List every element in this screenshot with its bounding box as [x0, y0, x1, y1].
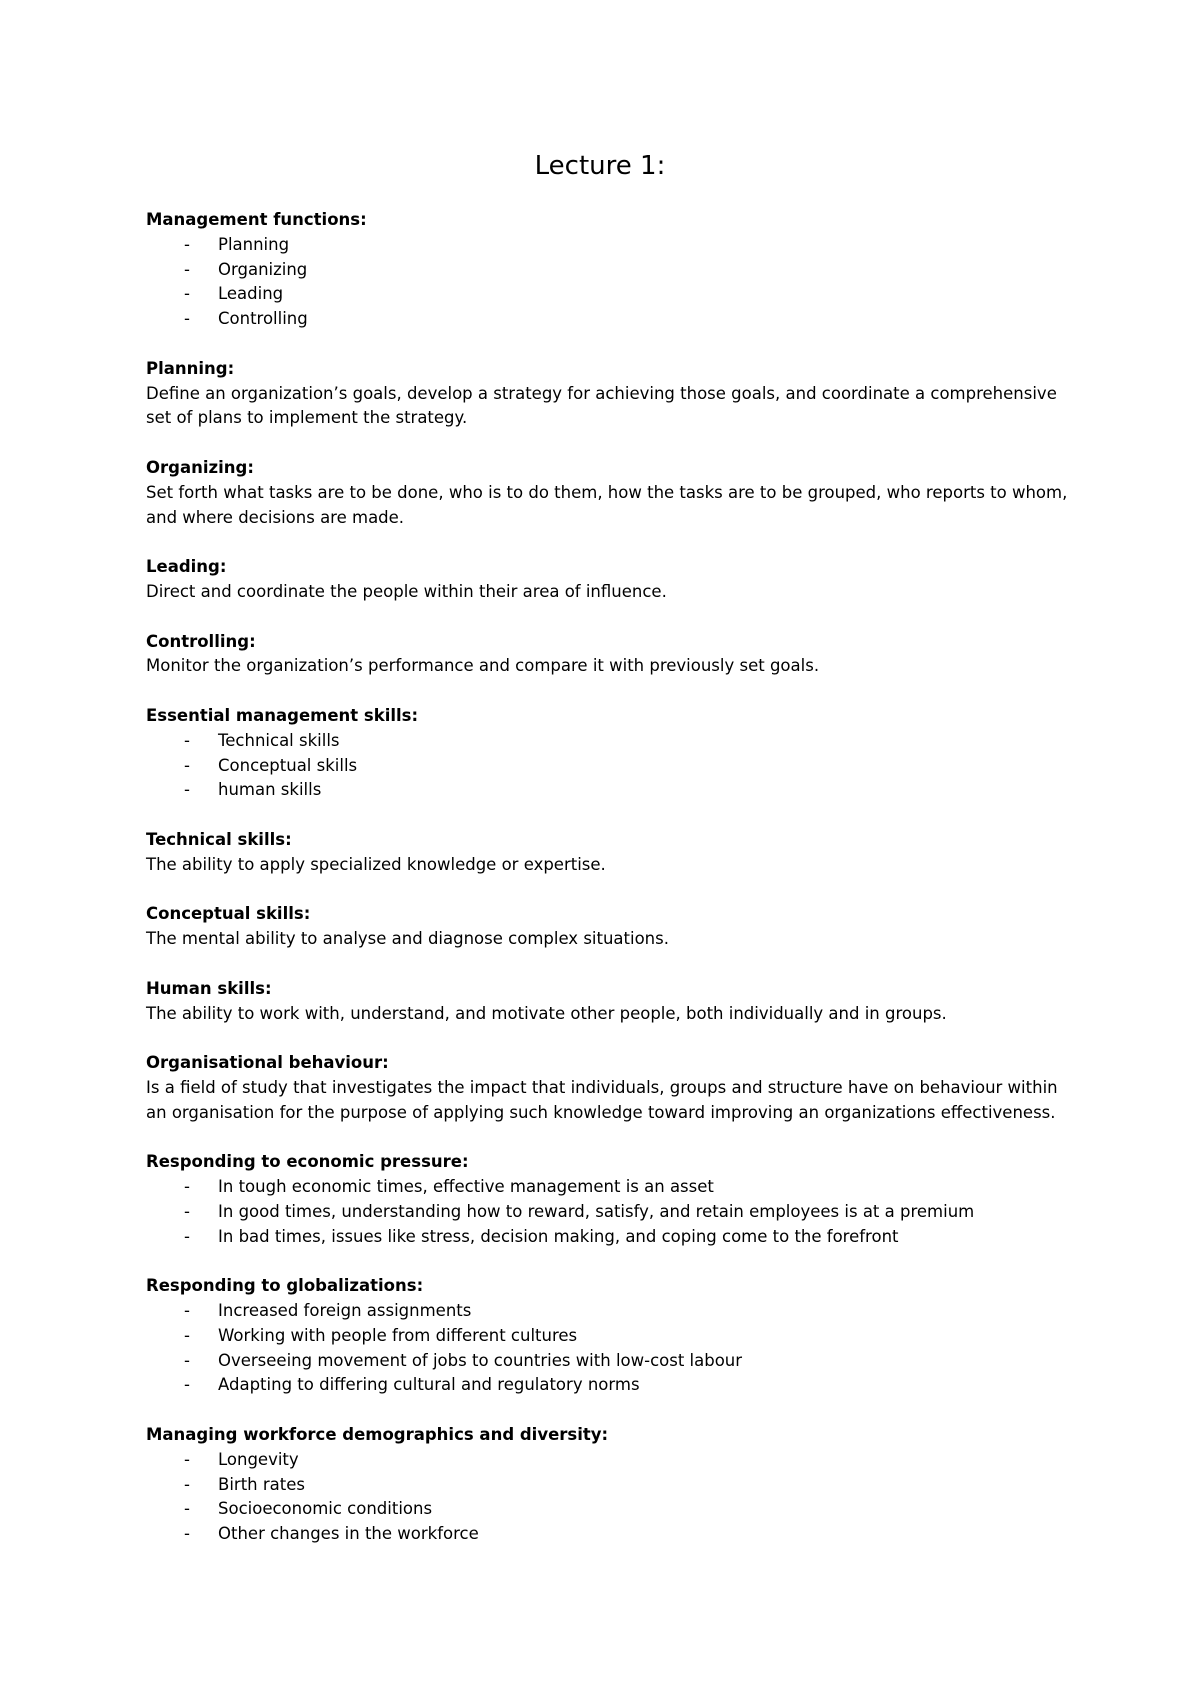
list-item [146, 1225, 1076, 1250]
list-item-text: Other changes in the workforce [218, 1524, 479, 1544]
bullet-list [146, 233, 1076, 332]
section-heading: Responding to globalizations: [146, 1276, 424, 1296]
dash-bullet-icon: - [184, 1226, 190, 1246]
dash-bullet-icon: - [184, 259, 190, 279]
section [146, 1150, 1076, 1249]
list-item [146, 282, 1076, 307]
list-item [146, 1299, 1076, 1324]
list-item-text: In tough economic times, effective management is an asset [218, 1177, 714, 1197]
section-text: Define an organization’s goals, develop a strategy for achieving those goals, and coordinate a comprehensive set of plans to implement the strategy. [146, 383, 1057, 428]
section [146, 208, 1076, 332]
dash-bullet-icon: - [184, 1474, 190, 1494]
list-item [146, 1349, 1076, 1374]
dash-bullet-icon: - [184, 1449, 190, 1469]
dash-bullet-icon: - [184, 755, 190, 775]
dash-bullet-icon: - [184, 1325, 190, 1345]
section-text: Direct and coordinate the people within their area of influence. [146, 581, 667, 601]
page-title: Lecture 1: [534, 151, 666, 181]
list-item [146, 307, 1076, 332]
section-heading: Leading: [146, 557, 227, 577]
list-item-text: Controlling [218, 309, 308, 329]
list-item [146, 1175, 1076, 1200]
dash-bullet-icon: - [184, 1177, 190, 1197]
document-body [146, 208, 1076, 1572]
section-text: The ability to apply specialized knowledge or expertise. [146, 854, 606, 874]
section-heading: Technical skills: [146, 829, 292, 849]
list-item-text: human skills [218, 780, 322, 800]
dash-bullet-icon: - [184, 780, 190, 800]
section [146, 1423, 1076, 1547]
dash-bullet-icon: - [184, 1201, 190, 1221]
list-item-text: Working with people from different cultures [218, 1325, 578, 1345]
dash-bullet-icon: - [184, 1499, 190, 1519]
bullet-list [146, 1299, 1076, 1398]
section [146, 1274, 1076, 1398]
dash-bullet-icon: - [184, 730, 190, 750]
section-heading: Human skills: [146, 978, 272, 998]
section [146, 456, 1076, 530]
section-heading: Organisational behaviour: [146, 1053, 389, 1073]
section-text: Is a field of study that investigates the impact that individuals, groups and structure have on behaviour within an organisation for the purpose of applying such knowledge toward improving an organizations effectiveness. [146, 1077, 1058, 1122]
dash-bullet-icon: - [184, 1524, 190, 1544]
section-text: The ability to work with, understand, and motivate other people, both individually and in groups. [146, 1003, 947, 1023]
list-item [146, 233, 1076, 258]
list-item-text: Increased foreign assignments [218, 1301, 472, 1321]
section-heading: Planning: [146, 358, 235, 378]
list-item [146, 1200, 1076, 1225]
section-heading: Essential management skills: [146, 705, 419, 725]
list-item [146, 1324, 1076, 1349]
list-item [146, 729, 1076, 754]
list-item [146, 754, 1076, 779]
list-item-text: Planning [218, 234, 290, 254]
bullet-list [146, 729, 1076, 803]
list-item-text: Overseeing movement of jobs to countries with low-cost labour [218, 1350, 743, 1370]
section [146, 630, 1076, 680]
section [146, 977, 1076, 1027]
section-text: The mental ability to analyse and diagnose complex situations. [146, 929, 669, 949]
list-item-text: In bad times, issues like stress, decision making, and coping come to the forefront [218, 1226, 899, 1246]
list-item-text: Birth rates [218, 1474, 305, 1494]
section [146, 555, 1076, 605]
dash-bullet-icon: - [184, 1301, 190, 1321]
dash-bullet-icon: - [184, 284, 190, 304]
list-item [146, 258, 1076, 283]
bullet-list [146, 1448, 1076, 1547]
section-heading: Organizing: [146, 457, 254, 477]
list-item-text: Longevity [218, 1449, 299, 1469]
list-item [146, 1497, 1076, 1522]
dash-bullet-icon: - [184, 309, 190, 329]
dash-bullet-icon: - [184, 234, 190, 254]
section-text: Set forth what tasks are to be done, who is to do them, how the tasks are to be grouped, who reports to whom, and where decisions are made. [146, 482, 1068, 527]
list-item-text: In good times, understanding how to reward, satisfy, and retain employees is at a premium [218, 1201, 975, 1221]
list-item-text: Socioeconomic conditions [218, 1499, 433, 1519]
list-item-text: Technical skills [218, 730, 340, 750]
list-item [146, 1473, 1076, 1498]
list-item-text: Conceptual skills [218, 755, 358, 775]
list-item [146, 1448, 1076, 1473]
list-item [146, 1522, 1076, 1547]
dash-bullet-icon: - [184, 1350, 190, 1370]
section-heading: Conceptual skills: [146, 904, 311, 924]
section-heading: Managing workforce demographics and diversity: [146, 1425, 609, 1445]
bullet-list [146, 1175, 1076, 1249]
list-item-text: Organizing [218, 259, 308, 279]
section [146, 704, 1076, 803]
section-text: Monitor the organization’s performance and compare it with previously set goals. [146, 656, 820, 676]
section [146, 357, 1076, 431]
section [146, 902, 1076, 952]
list-item [146, 1373, 1076, 1398]
section-heading: Responding to economic pressure: [146, 1152, 469, 1172]
list-item [146, 778, 1076, 803]
section [146, 828, 1076, 878]
list-item-text: Leading [218, 284, 284, 304]
dash-bullet-icon: - [184, 1375, 190, 1395]
section-heading: Controlling: [146, 631, 256, 651]
section [146, 1051, 1076, 1125]
list-item-text: Adapting to differing cultural and regulatory norms [218, 1375, 640, 1395]
section-heading: Management functions: [146, 210, 367, 229]
